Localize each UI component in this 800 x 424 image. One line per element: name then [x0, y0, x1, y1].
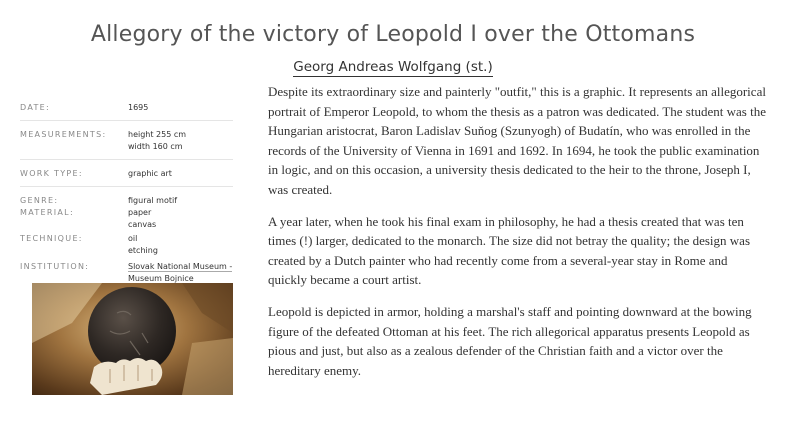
meta-genre-row [20, 193, 233, 207]
institution-link[interactable]: Slovak National Museum - [128, 262, 233, 271]
meta-worktype-row [20, 166, 233, 187]
meta-date-row [20, 100, 233, 121]
artwork-image[interactable] [32, 283, 233, 395]
author-link[interactable]: Georg Andreas Wolfgang (st.) [293, 59, 493, 75]
measurement-width: width 160 cm [128, 142, 183, 151]
meta-measurements-value [128, 129, 186, 153]
technique-item[interactable]: etching [128, 246, 158, 255]
meta-date-label: DATE: [20, 103, 51, 112]
meta-material-label: MATERIAL: [20, 208, 74, 217]
description-paragraph: A year later, when he took his final exam in philosophy, he had a thesis created that was ten times (!) larger, dedicated to the monarch. The size did not betray the quality; the design was created by a Dutch painter who had recently come from a several-year stay in Rome and quickly became a court artist. [268, 213, 751, 288]
meta-technique-row [20, 233, 233, 259]
meta-worktype-label: WORK TYPE: [20, 169, 83, 178]
meta-material-row [20, 207, 233, 233]
meta-genre-value[interactable]: figural motif [128, 196, 178, 205]
artwork-detail-graphic [32, 283, 233, 395]
artwork-description [268, 82, 768, 392]
meta-institution-value [128, 261, 232, 285]
meta-material-value [128, 207, 156, 231]
material-item[interactable]: paper [128, 208, 152, 217]
measurement-height: height 255 cm [128, 130, 187, 139]
material-item[interactable]: canvas [128, 220, 157, 229]
meta-date-value: 1695 [128, 103, 149, 112]
meta-measurements-label: MEASUREMENTS: [20, 130, 107, 139]
description-paragraph: Despite its extraordinary size and painterly "outfit," this is a graphic. It represents an allegorical portrait of Emperor Leopold, to whom the thesis as a patron was dedicated. The student was the Hungarian aristocrat, Baron Ladislav Suňog (Szunyogh) of Budatín, who was enrolled in the records of the University of Vienna in 1691 and 1692. In 1694, he took the public examination in logic, and on this occasion, a university thesis dedicated to the heir to the throne, Joseph I, was created. [268, 84, 766, 197]
meta-worktype-value[interactable]: graphic art [128, 169, 172, 178]
metadata-panel [20, 100, 233, 287]
artwork-title: Allegory of the victory of Leopold I over the Ottomans [90, 22, 696, 47]
meta-technique-label: TECHNIQUE: [20, 234, 83, 243]
technique-item[interactable]: oil [128, 234, 138, 243]
author-container [0, 58, 786, 76]
meta-institution-label: INSTITUTION: [20, 262, 90, 271]
meta-technique-value [128, 233, 158, 257]
meta-genre-label: GENRE: [20, 196, 59, 205]
description-paragraph: Leopold is depicted in armor, holding a marshal's staff and pointing downward at the bowing figure of the defeated Ottoman at his feet. The rich allegorical apparatus presents Leopold as pious and just, but also as a zealous defender of the Christian faith and a victor over the hereditary enemy. [268, 303, 752, 378]
institution-link[interactable]: Museum Bojnice [128, 274, 194, 283]
meta-measurements-row [20, 127, 233, 160]
